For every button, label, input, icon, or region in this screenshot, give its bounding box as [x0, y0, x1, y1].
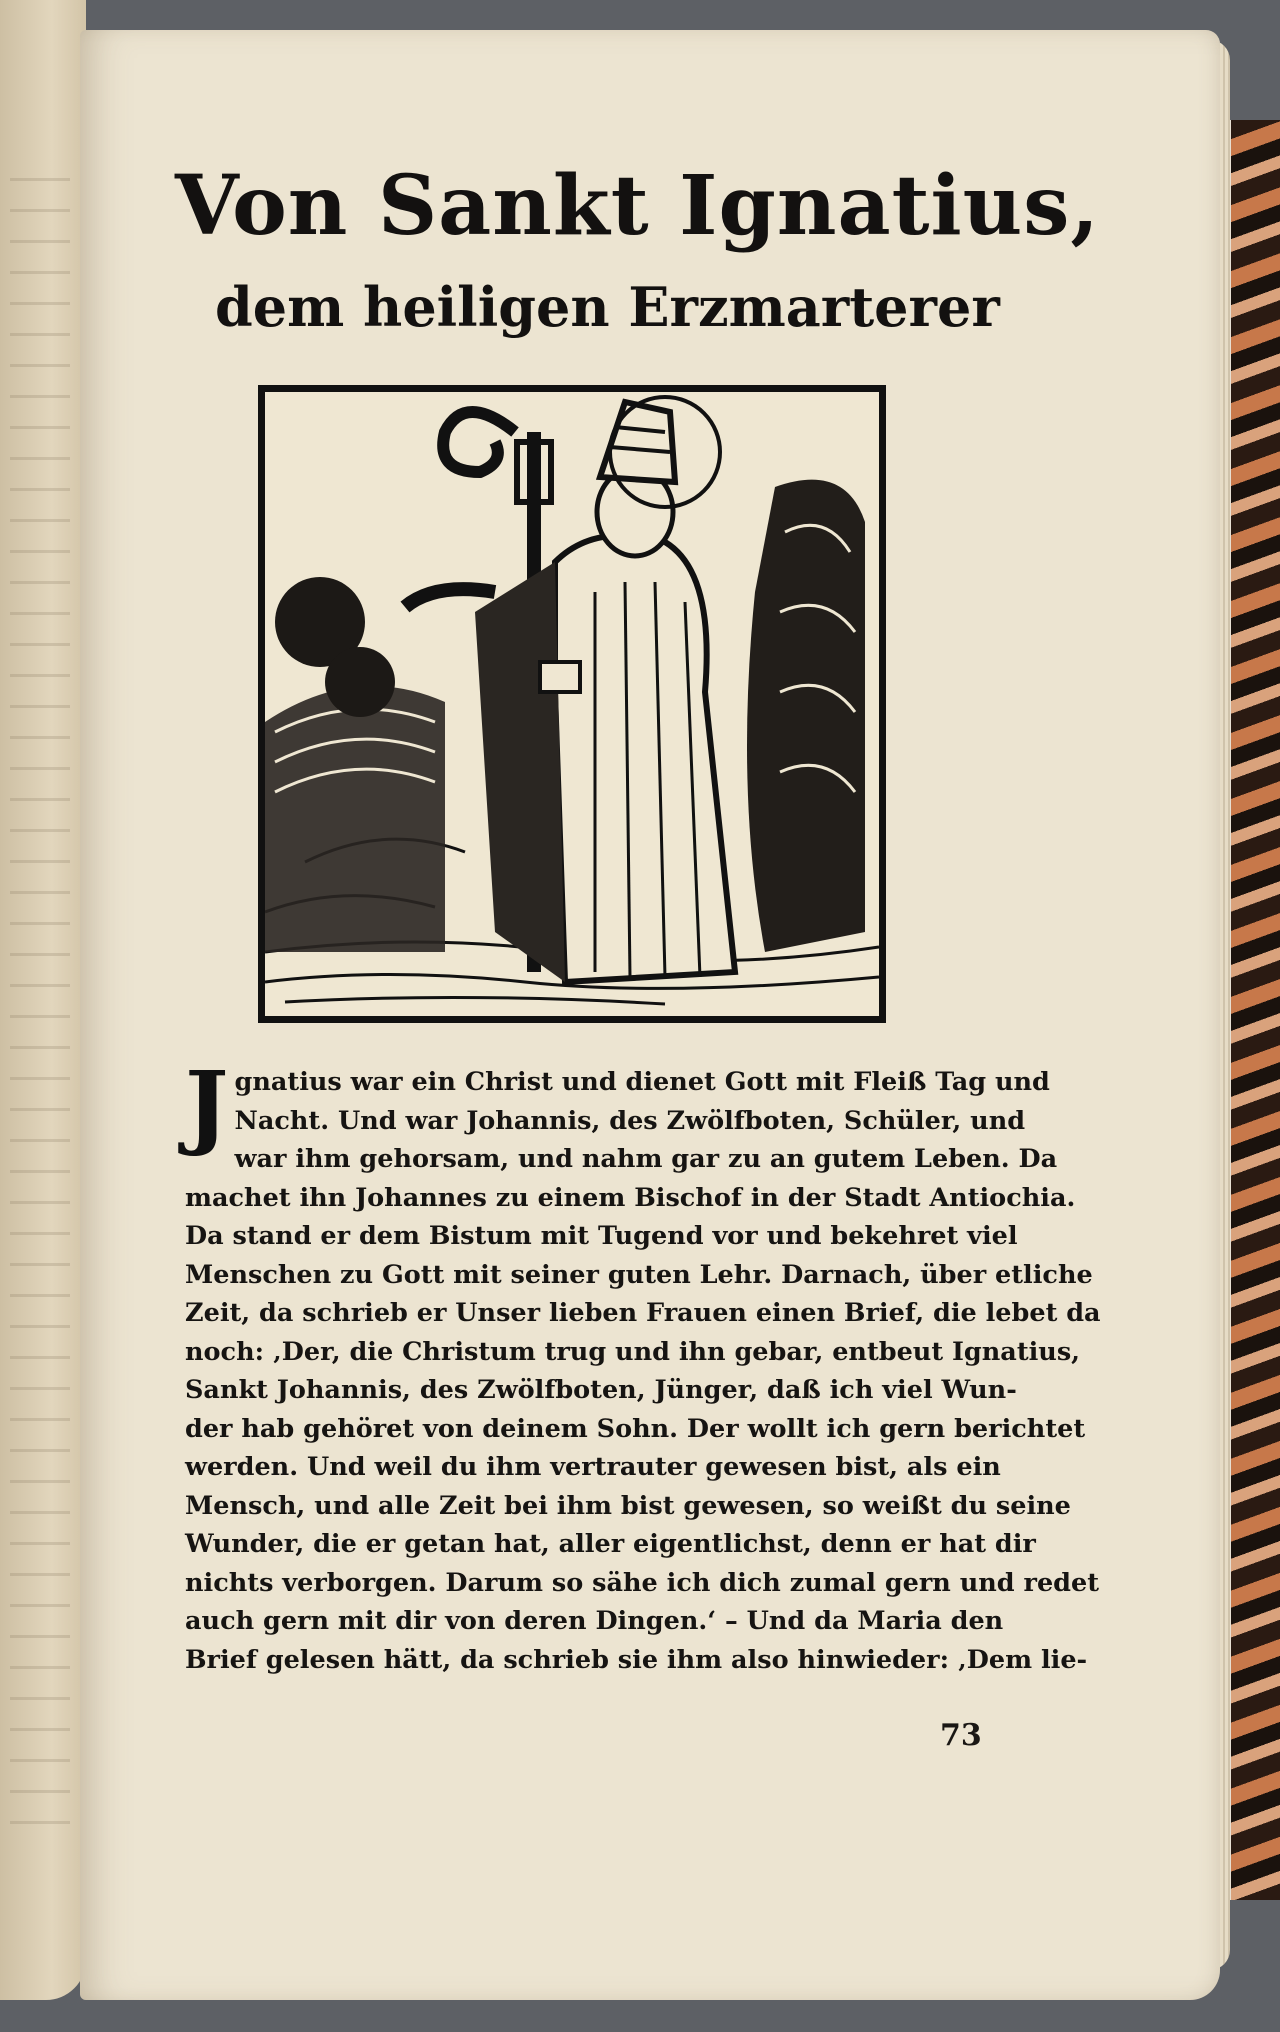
text-line: nichts verborgen. Darum so sähe ich dich zumal gern und redet: [185, 1567, 1100, 1598]
left-page-edge: [0, 0, 86, 2000]
woodcut-illustration: [258, 385, 886, 1023]
text-line: war ihm gehorsam, und nahm gar zu an gutem Leben. Da: [234, 1144, 1058, 1174]
text-line: Da stand er dem Bistum mit Tugend vor und bekehret viel: [185, 1221, 1018, 1251]
text-line: Menschen zu Gott mit seiner guten Lehr. Darnach, über etliche: [185, 1259, 1093, 1290]
left-page-text-shadow: [10, 150, 70, 1850]
marbled-cover: [1225, 120, 1280, 1900]
body-text: [185, 1051, 1101, 1679]
text-line: Brief gelesen hätt, da schrieb sie ihm also hinwieder: ‚Dem lie-: [185, 1644, 1088, 1675]
text-line: Nacht. Und war Johannis, des Zwölfboten, Schüler, und: [234, 1105, 1026, 1136]
text-line: Mensch, und alle Zeit bei ihm bist gewesen, so weißt du seine: [185, 1490, 1071, 1521]
woodcut-saint-drawing: [265, 392, 879, 1016]
text-line: werden. Und weil du ihm vertrauter gewesen bist, als ein: [185, 1452, 1001, 1482]
page-number: 73: [940, 1718, 982, 1753]
text-line: Zeit, da schrieb er Unser lieben Frauen einen Brief, die lebet da: [185, 1298, 1101, 1328]
text-line: gnatius war ein Christ und dienet Gott mit Fleiß Tag und: [234, 1067, 1050, 1097]
text-line: Sankt Johannis, des Zwölfboten, Jünger, daß ich viel Wun-: [185, 1375, 1017, 1405]
text-line: der hab gehöret von deinem Sohn. Der wollt ich gern berichtet: [185, 1413, 1086, 1444]
text-line: Wunder, die er getan hat, aller eigentlichst, denn er hat dir: [185, 1529, 1036, 1559]
text-line: noch: ‚Der, die Christum trug und ihn gebar, entbeut Ignatius,: [185, 1336, 1081, 1367]
page-title: Von Sankt Ignatius,: [175, 158, 1100, 254]
text-line: auch gern mit dir von deren Dingen.‘ – Und da Maria den: [185, 1606, 1004, 1636]
page-subtitle: dem heiligen Erzmarterer: [215, 275, 1000, 339]
drop-cap: J: [185, 1051, 229, 1159]
text-line: machet ihn Johannes zu einem Bischof in der Stadt Antiochia.: [185, 1182, 1076, 1213]
